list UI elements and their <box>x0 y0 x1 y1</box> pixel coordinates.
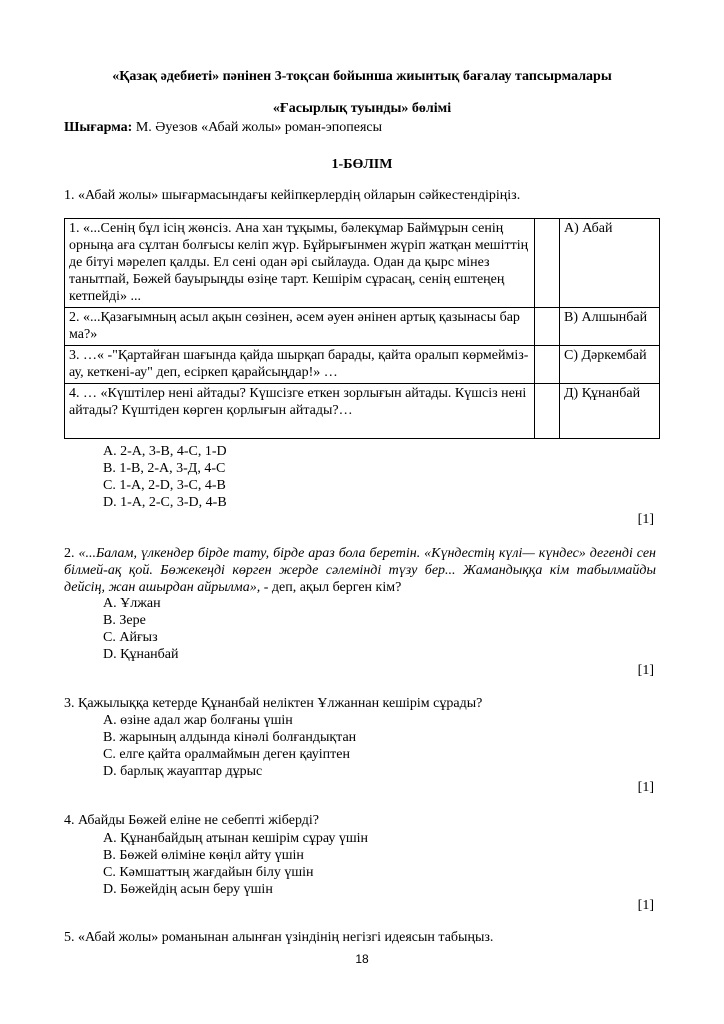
answer-cell: А) Абай <box>560 219 660 308</box>
quote-cell: 2. «...Қазағымның асыл ақын сөзінен, әсем әуен әнінен артық қазынасы бар ма?» <box>65 308 535 346</box>
q2-option-a: A. Ұлжан <box>103 596 161 611</box>
question-1: 1. «Абай жолы» шығармасындағы кейіпкерлердің ойларын сәйкестендіріңіз. <box>64 188 521 203</box>
question-3: 3. Қажылыққа кетерде Құнанбай неліктен Ұлжаннан кешірім сұрады? <box>64 696 483 711</box>
matching-table <box>64 218 660 439</box>
quote-cell: 3. …« -"Қартайған шағында қайда шырқап барады, қайта оралып көрмейміз-ау, кеткені-ау" деп, есіркеп қарайсыңдар!» … <box>65 346 535 384</box>
q4-option-b: B. Бөжей өліміне көңіл айту үшін <box>103 848 304 863</box>
part-heading: 1-БӨЛІМ <box>331 157 393 172</box>
q4-option-c: C. Кәмшаттың жағдайын білу үшін <box>103 865 314 880</box>
q4-mark: [1] <box>637 898 654 913</box>
matching-row <box>65 219 660 308</box>
q2-option-d: D. Құнанбай <box>103 647 179 662</box>
matching-row <box>65 308 660 346</box>
q4-option-a: A. Құнанбайдың атынан кешірім сұрау үшін <box>103 831 369 846</box>
q2-quote: «...Балам, үлкендер бірде тату, бірде араз бола беретін. «Күндестің күлі— күндес» дегенді сен білмей-ақ қой. Бөжекеңді көрген жерде сәлемінді түзу бер... Жамандыққа кім табылмайды дейсің, жан ашырдан айрылма», <box>64 546 656 595</box>
answer-cell: Д) Құнанбай <box>560 384 660 439</box>
matching-row <box>65 384 660 439</box>
answer-cell: В) Алшынбай <box>560 308 660 346</box>
q2-option-c: C. Айғыз <box>103 630 158 645</box>
q2-number: 2. <box>64 546 79 561</box>
q1-option-b: B. 1-В, 2-А, 3-Д, 4-С <box>103 461 226 476</box>
work-label: Шығарма: <box>64 120 133 135</box>
work-line <box>64 120 382 136</box>
q1-option-d: D. 1-А, 2-С, 3-D, 4-В <box>103 495 227 510</box>
q3-mark: [1] <box>637 780 654 795</box>
quote-cell: 1. «...Сенің бұл ісің жөнсіз. Ана хан тұқымы, бәлекұмар Баймұрын сенің орныңа аға сұлтан болғысы келіп жүр. Бұйрығынмен жүріп жатқан мешіттің де бітуі мәрелеп қалды. Ел сені одан әрі сыйлауда. Одан да қырс мінез танытпай, Бөжей бауырыңды өзіңе тарт. Кешірім сұрасаң, сенің ештеңең кетпейді» ... <box>65 219 535 308</box>
page-number: 18 <box>355 952 369 966</box>
quote-cell: 4. … «Күштілер нені айтады? Күшсізге еткен зорлығын айтады. Күшсіз нені айтады? Күштіден көрген қорлығын айтады?… <box>65 384 535 439</box>
answer-cell: С) Дәркембай <box>560 346 660 384</box>
question-2 <box>64 545 656 596</box>
question-5: 5. «Абай жолы» романынан алынған үзіндінің негізгі идеясын табыңыз. <box>64 930 494 945</box>
spacer-cell <box>535 219 560 308</box>
q1-option-c: C. 1-А, 2-D, 3-С, 4-В <box>103 478 226 493</box>
q4-option-d: D. Бөжейдің асын беру үшін <box>103 882 273 897</box>
section-title: «Ғасырлық туынды» бөлімі <box>272 101 452 116</box>
spacer-cell <box>535 346 560 384</box>
q1-option-a: A. 2-А, 3-В, 4-С, 1-D <box>103 444 227 459</box>
matching-row <box>65 346 660 384</box>
spacer-cell <box>535 308 560 346</box>
q2-mark: [1] <box>637 663 654 678</box>
document-title: «Қазақ әдебиеті» пәнінен 3-тоқсан бойынша жиынтық бағалау тапсырмалары <box>112 69 612 84</box>
question-4: 4. Абайды Бөжей еліне не себепті жіберді? <box>64 813 320 828</box>
q3-option-a: A. өзіне адал жар болғаны үшін <box>103 713 293 728</box>
q3-option-b: B. жарының алдында кінәлі болғандықтан <box>103 730 357 745</box>
q2-tail: - деп, ақыл берген кім? <box>260 580 402 595</box>
work-text: М. Әуезов «Абай жолы» роман-эпопеясы <box>132 120 383 135</box>
q3-option-d: D. барлық жауаптар дұрыс <box>103 764 263 779</box>
q3-option-c: C. елге қайта оралмаймын деген қауіптен <box>103 747 350 762</box>
q1-mark: [1] <box>637 512 654 527</box>
q2-option-b: B. Зере <box>103 613 146 628</box>
spacer-cell <box>535 384 560 439</box>
